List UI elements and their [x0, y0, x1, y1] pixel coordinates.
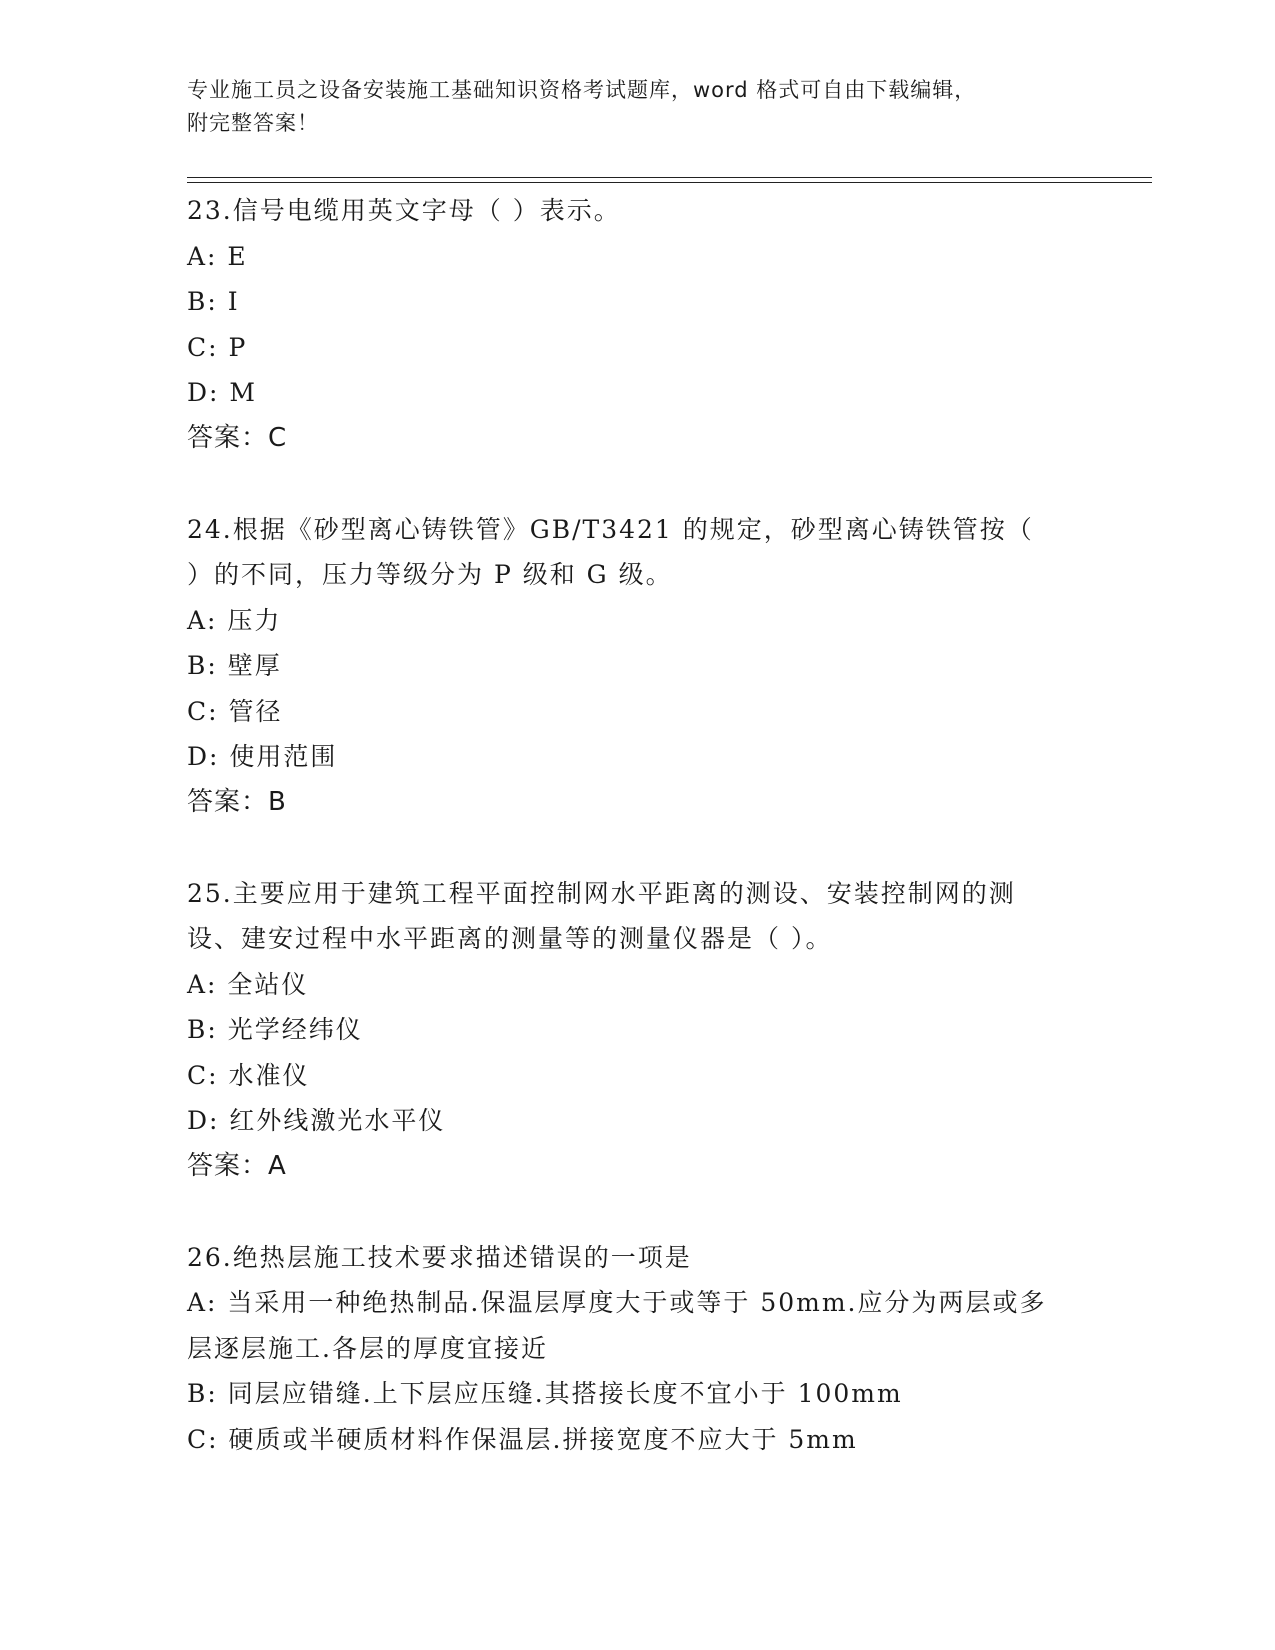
- header-divider-top: [187, 177, 1152, 178]
- option-a-cont: 层逐层施工.各层的厚度宜接近: [187, 1333, 548, 1363]
- option-d: D: 使用范围: [187, 742, 338, 771]
- option-d: D: M: [187, 378, 258, 407]
- option-b: B: 同层应错缝.上下层应压缝.其搭接长度不宜小于 100mm: [187, 1379, 903, 1408]
- header-divider-bottom: [187, 182, 1152, 183]
- document-header: [187, 74, 1087, 140]
- answer: 答案：A: [187, 1150, 287, 1181]
- question-stem-cont: 设、建安过程中水平距离的测量等的测量仪器是（ ）。: [187, 924, 833, 953]
- spacer: [187, 1189, 1087, 1235]
- header-line-2: 附完整答案！: [187, 111, 319, 135]
- question-26: [187, 1235, 1087, 1463]
- question-stem: 24.根据《砂型离心铸铁管》GB/T3421 的规定，砂型离心铸铁管按（: [187, 514, 1034, 544]
- question-stem-cont: ）的不同，压力等级分为 P 级和 G 级。: [187, 560, 673, 589]
- option-c: C: P: [187, 332, 248, 362]
- question-stem: 26.绝热层施工技术要求描述错误的一项是: [187, 1242, 692, 1272]
- spacer: [187, 461, 1087, 507]
- option-b: B: 壁厚: [187, 651, 282, 680]
- option-a: A: 当采用一种绝热制品.保温层厚度大于或等于 50mm.应分为两层或多: [187, 1288, 1047, 1317]
- option-b: B: 光学经纬仪: [187, 1015, 363, 1044]
- option-a: A: E: [187, 241, 248, 271]
- option-c: C: 硬质或半硬质材料作保温层.拼接宽度不应大于 5mm: [187, 1424, 858, 1454]
- option-c: C: 管径: [187, 696, 283, 726]
- option-c: C: 水准仪: [187, 1060, 310, 1090]
- question-list: [187, 188, 1087, 1462]
- header-line-1: 专业施工员之设备安装施工基础知识资格考试题库，word 格式可自由下载编辑，: [187, 78, 977, 102]
- spacer: [187, 825, 1087, 871]
- option-d: D: 红外线激光水平仪: [187, 1106, 446, 1135]
- answer: 答案：C: [187, 422, 288, 453]
- option-a: A: 全站仪: [187, 969, 309, 999]
- answer: 答案：B: [187, 786, 287, 817]
- question-stem: 25.主要应用于建筑工程平面控制网水平距离的测设、安装控制网的测: [187, 878, 1016, 908]
- option-b: B: I: [187, 287, 240, 316]
- question-stem: 23.信号电缆用英文字母（ ）表示。: [187, 196, 621, 225]
- option-a: A: 压力: [187, 605, 282, 635]
- question-24: [187, 507, 1087, 826]
- question-25: [187, 871, 1087, 1190]
- question-23: [187, 188, 1087, 461]
